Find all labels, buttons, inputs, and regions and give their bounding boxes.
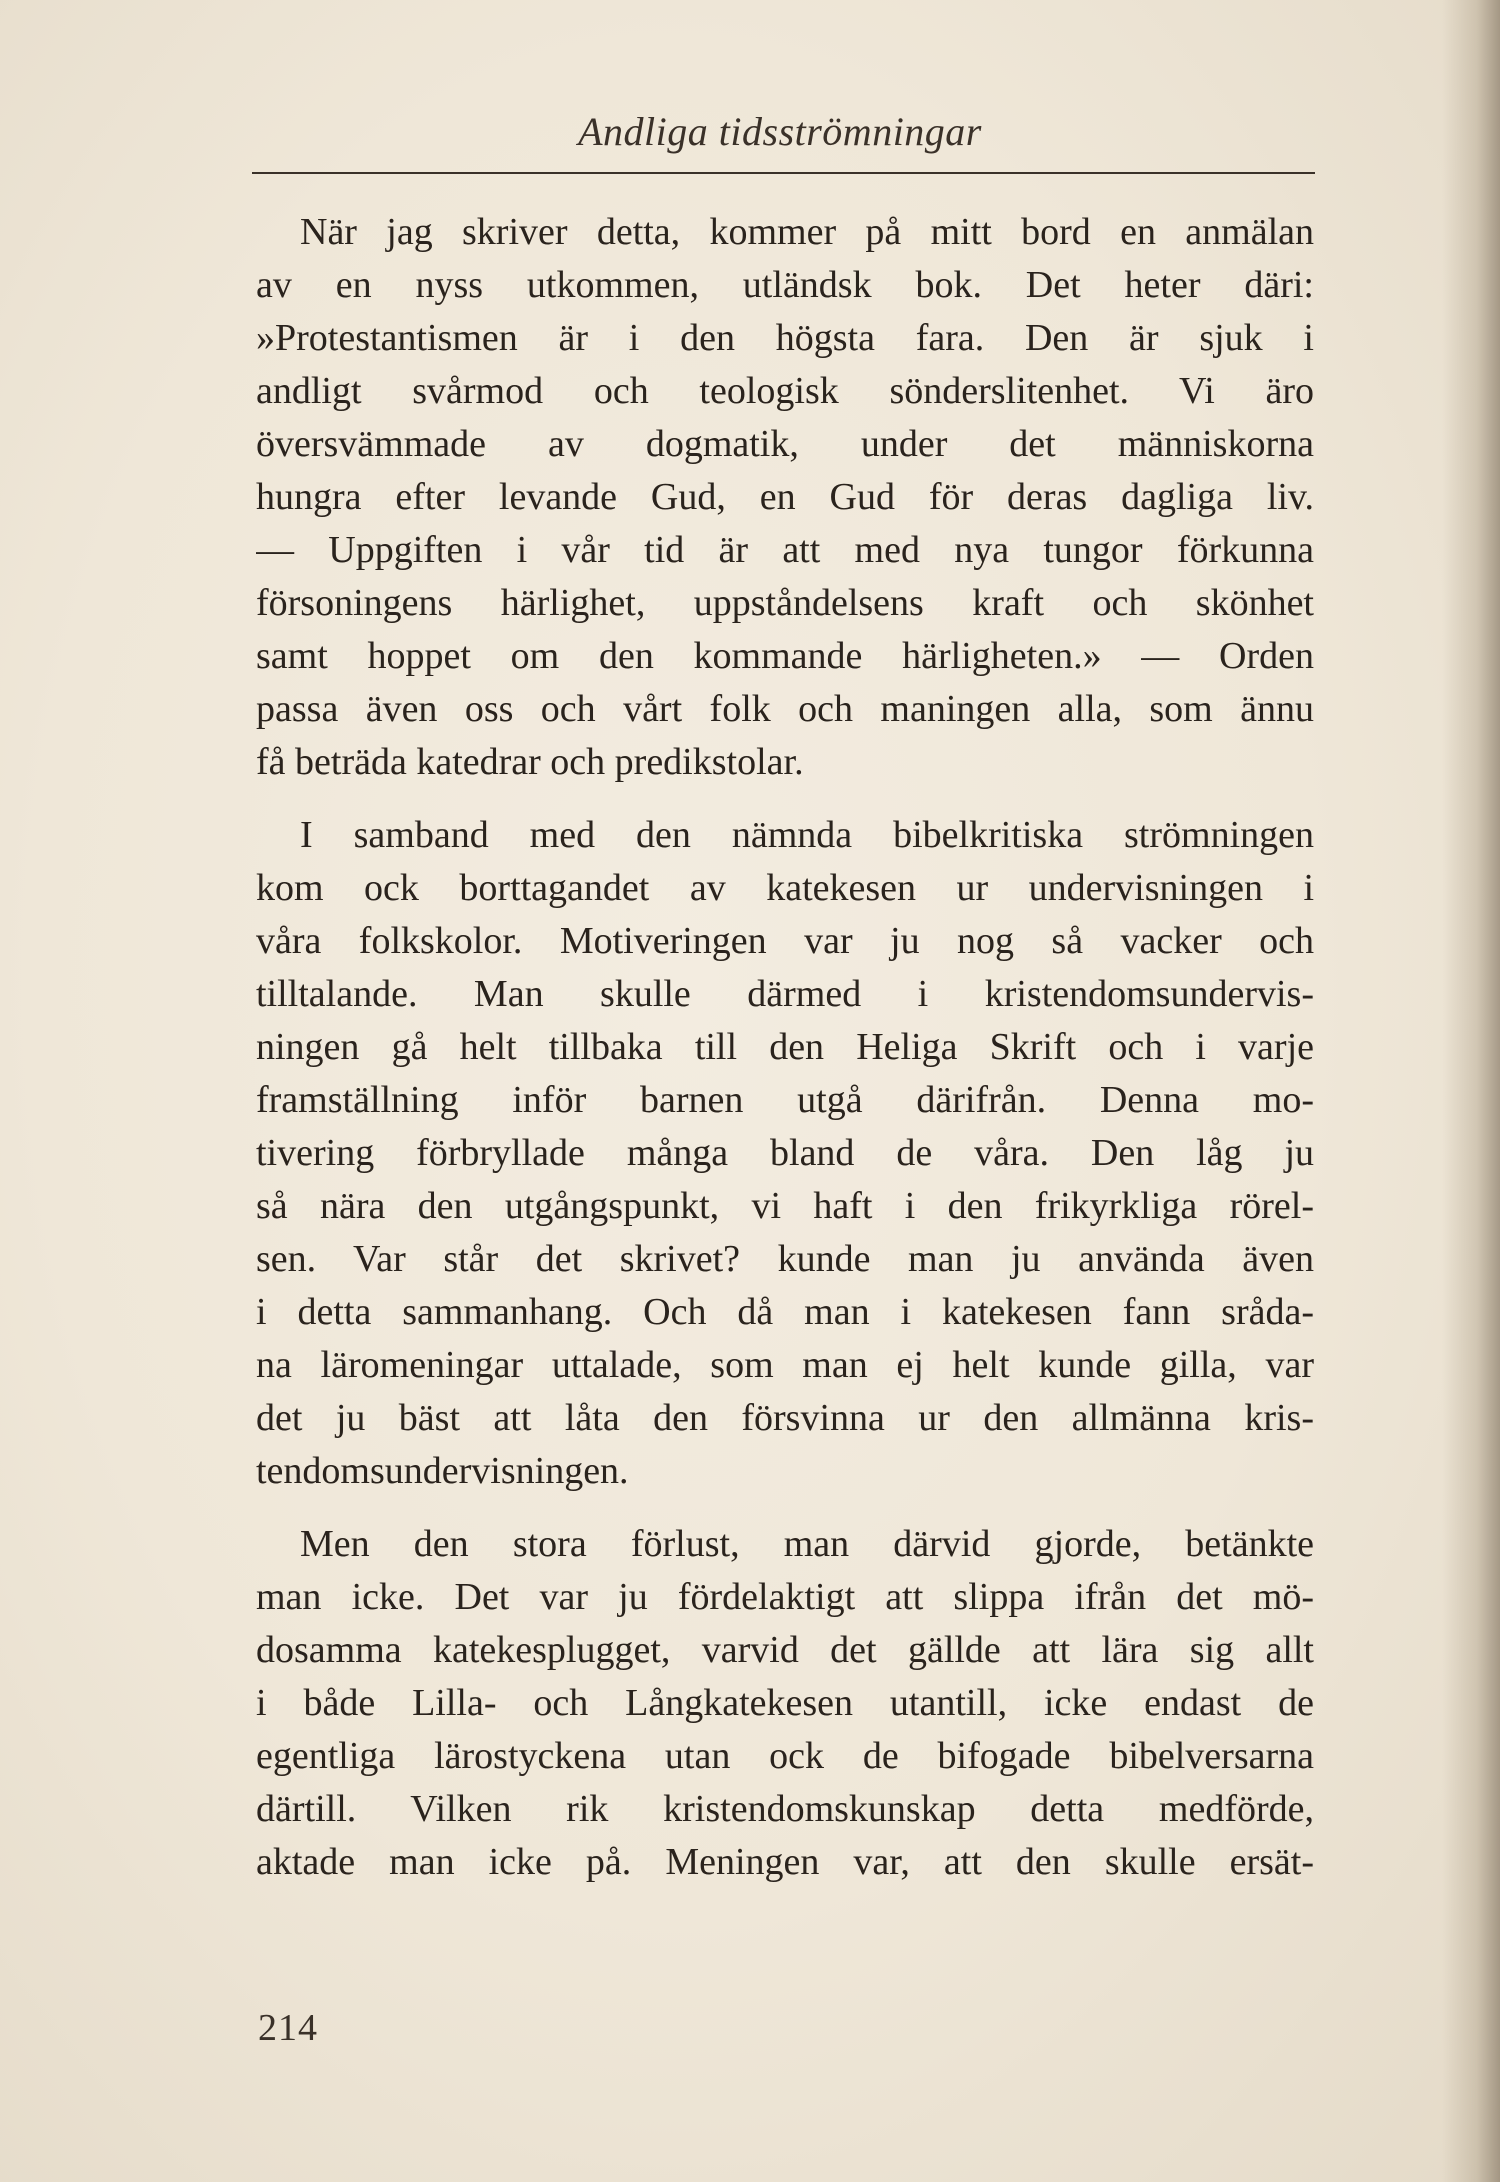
text-line: därtill. Vilken rik kristendomskunskap detta medförde, (256, 1788, 1314, 1830)
header-rule (252, 172, 1315, 174)
text-line: ningen gå helt tillbaka till den Heliga Skrift och i varje (256, 1026, 1314, 1068)
text-line: kom ock borttagandet av katekesen ur undervisningen i (256, 867, 1314, 909)
text-line: »Protestantismen är i den högsta fara. Den är sjuk i (256, 317, 1314, 359)
text-line: i detta sammanhang. Och då man i katekesen fann sråda- (256, 1291, 1314, 1333)
page-edge-shadow (1442, 0, 1500, 2182)
text-line: tilltalande. Man skulle därmed i kristendomsundervis- (256, 973, 1314, 1015)
text-line: egentliga lärostyckena utan ock de bifogade bibelversarna (256, 1735, 1314, 1777)
text-line: våra folkskolor. Motiveringen var ju nog så vacker och (256, 920, 1314, 962)
text-line: få beträda katedrar och predikstolar. (256, 741, 804, 783)
running-head: Andliga tidsströmningar (578, 109, 982, 154)
text-line: samt hoppet om den kommande härligheten.» — Orden (256, 635, 1314, 677)
text-line: det ju bäst att låta den försvinna ur den allmänna kris- (256, 1397, 1314, 1439)
text-line: sen. Var står det skrivet? kunde man ju använda även (256, 1238, 1314, 1280)
text-line: av en nyss utkommen, utländsk bok. Det heter däri: (256, 264, 1314, 306)
text-line: så nära den utgångspunkt, vi haft i den frikyrkliga rörel- (256, 1185, 1314, 1227)
text-line: framställning inför barnen utgå därifrån. Denna mo- (256, 1079, 1314, 1121)
text-line: tivering förbryllade många bland de våra. Den låg ju (256, 1132, 1314, 1174)
paragraph-gap (256, 789, 1314, 809)
paragraph (256, 809, 1314, 1498)
paragraph (256, 1518, 1314, 1889)
paragraph (256, 206, 1314, 789)
text-line: andligt svårmod och teologisk sönderslitenhet. Vi äro (256, 370, 1314, 412)
text-line: na läromeningar uttalade, som man ej helt kunde gilla, var (256, 1344, 1314, 1386)
text-line: tendomsundervisningen. (256, 1450, 629, 1492)
text-line: När jag skriver detta, kommer på mitt bord en anmälan (300, 211, 1314, 253)
paragraph-gap (256, 1498, 1314, 1518)
text-line: passa även oss och vårt folk och maningen alla, som ännu (256, 688, 1314, 730)
body-text (256, 206, 1314, 1889)
text-line: hungra efter levande Gud, en Gud för deras dagliga liv. (256, 476, 1314, 518)
text-line: försoningens härlighet, uppståndelsens kraft och skönhet (256, 582, 1314, 624)
text-line: dosamma katekesplugget, varvid det gällde att lära sig allt (256, 1629, 1314, 1671)
text-line: man icke. Det var ju fördelaktigt att slippa ifrån det mö- (256, 1576, 1314, 1618)
text-line: aktade man icke på. Meningen var, att den skulle ersät- (256, 1841, 1314, 1883)
text-line: — Uppgiften i vår tid är att med nya tungor förkunna (256, 529, 1314, 571)
text-line: översvämmade av dogmatik, under det människorna (256, 423, 1314, 465)
text-line: i både Lilla- och Långkatekesen utantill, icke endast de (256, 1682, 1314, 1724)
text-line: I samband med den nämnda bibelkritiska strömningen (300, 814, 1314, 856)
text-line: Men den stora förlust, man därvid gjorde, betänkte (300, 1523, 1314, 1565)
page-number: 214 (258, 2007, 318, 2049)
